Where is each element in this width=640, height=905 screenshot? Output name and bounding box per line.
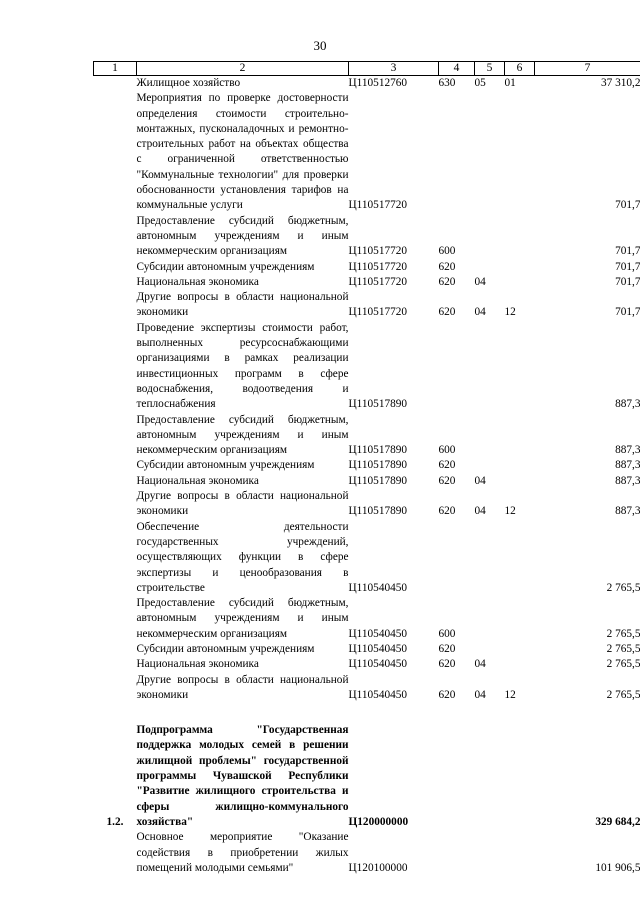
row-number [94, 458, 137, 473]
row-expense-type: 620 [438, 658, 456, 671]
row-amount: 887,3 [615, 444, 640, 457]
row-amount: 701,7 [615, 275, 640, 288]
row-amount: 701,7 [615, 306, 640, 319]
row-expense-type: 620 [438, 505, 456, 518]
row-expense-type: 620 [438, 306, 456, 319]
row-number [94, 76, 137, 92]
table-row [94, 76, 640, 92]
row-number [94, 214, 137, 260]
row-expense-type: 600 [438, 627, 456, 640]
row-code: Ц110517720 [348, 306, 408, 319]
table-row [94, 214, 640, 260]
row-number [94, 290, 137, 321]
row-name: Обеспечение деятельности государственных учреждений, осуществляющих функции в сфере экспертизы и ценообразования в строительстве [136, 520, 349, 594]
row-name: Мероприятия по проверке достоверности определения стоимости строительно-монтажных, пусконаладочных и ремонтно-строительных работ на объектах общества с ограниченной ответственностью "Коммунальные технологии" для проверки обоснованности установления тарифов на коммунальные услуги [136, 92, 349, 212]
row-expense-type: 620 [438, 642, 456, 655]
row-number [94, 596, 137, 642]
header-col-5: 5 [475, 62, 505, 76]
row-subsection [505, 321, 535, 413]
table-row [94, 657, 640, 672]
row-number [94, 489, 137, 520]
row-name: Основное мероприятие "Оказание содействия в приобретении жилых помещений молодыми семьями" [136, 831, 349, 874]
row-section [475, 596, 505, 642]
row-expense-type [439, 723, 475, 830]
row-name: Другие вопросы в области национальной экономики [136, 291, 349, 319]
table-row [94, 830, 640, 876]
row-name: Другие вопросы в области национальной экономики [136, 673, 349, 701]
row-amount: 2 765,5 [606, 642, 640, 655]
row-expense-type: 600 [438, 245, 456, 258]
row-code: Ц120000000 [348, 815, 409, 828]
row-amount: 329 684,2 [595, 815, 640, 828]
row-subsection: 12 [504, 688, 516, 701]
row-name: Предоставление субсидий бюджетным, автономным учреждениям и иным некоммерческим организациям [136, 597, 349, 640]
row-number [94, 91, 137, 213]
table-row [94, 673, 640, 704]
row-section [475, 830, 505, 876]
row-amount: 887,3 [615, 474, 640, 487]
row-expense-type [439, 830, 475, 876]
row-subsection [505, 830, 535, 876]
row-name: Предоставление субсидий бюджетным, автономным учреждениям и иным некоммерческим организациям [136, 413, 349, 457]
row-name: Подпрограмма "Государственная поддержка молодых семей в решении жилищной проблемы" государственной программы Чувашской Республики "Развитие жилищного строительства и сферы жилищно-коммунального хозяйства" [136, 724, 349, 828]
row-section [475, 458, 505, 473]
row-subsection: 12 [504, 505, 516, 518]
row-name: Другие вопросы в области национальной экономики [136, 490, 349, 518]
row-amount: 2 765,5 [606, 658, 640, 671]
row-section [475, 321, 505, 413]
row-expense-type: 600 [438, 444, 456, 457]
row-section [475, 260, 505, 275]
row-section [475, 723, 505, 830]
row-section [475, 520, 505, 596]
row-number [94, 321, 137, 413]
table-row [94, 458, 640, 473]
header-col-6: 6 [505, 62, 535, 76]
row-code: Ц110540450 [348, 688, 408, 701]
row-expense-type: 620 [438, 688, 456, 701]
row-subsection [505, 520, 535, 596]
row-name: Субсидии автономным учреждениям [136, 260, 315, 273]
row-amount: 887,3 [615, 505, 640, 518]
row-code: Ц110540450 [348, 581, 408, 594]
row-amount: 2 765,5 [606, 627, 640, 640]
table-row [94, 91, 640, 213]
row-subsection [505, 657, 535, 672]
row-code: Ц110517720 [348, 260, 408, 273]
row-amount: 2 765,5 [606, 688, 640, 701]
row-subsection [505, 91, 535, 213]
row-section [475, 642, 505, 657]
row-code: Ц110517720 [348, 275, 408, 288]
row-amount: 2 765,5 [606, 581, 640, 594]
row-expense-type: 620 [438, 474, 456, 487]
row-name: Субсидии автономным учреждениям [136, 642, 315, 655]
row-name: Жилищное хозяйство [136, 77, 241, 89]
row-section [475, 214, 505, 260]
row-number [94, 642, 137, 657]
row-section: 05 [474, 77, 486, 89]
row-code: Ц110517890 [348, 444, 408, 457]
row-subsection [505, 458, 535, 473]
row-section: 04 [474, 306, 486, 319]
header-col-3: 3 [349, 62, 439, 76]
row-number [94, 520, 137, 596]
row-number [94, 474, 137, 489]
row-code: Ц110517890 [348, 459, 408, 472]
budget-table [93, 61, 640, 876]
row-amount: 101 906,5 [595, 861, 640, 874]
table-row [94, 290, 640, 321]
row-code: Ц110540450 [348, 658, 408, 671]
row-number [94, 260, 137, 275]
row-section [475, 91, 505, 213]
row-amount: 701,7 [615, 245, 640, 258]
row-subsection [505, 214, 535, 260]
row-subsection [505, 413, 535, 459]
row-name: Национальная экономика [136, 275, 259, 288]
row-name: Национальная экономика [136, 658, 259, 671]
row-amount: 37 310,2 [600, 77, 640, 89]
row-number [94, 275, 137, 290]
row-subsection: 01 [504, 77, 516, 89]
table-row [94, 275, 640, 290]
header-col-1: 1 [94, 62, 137, 76]
row-name: Предоставление субсидий бюджетным, автономным учреждениям и иным некоммерческим организациям [136, 214, 349, 258]
row-subsection [505, 596, 535, 642]
row-expense-type: 620 [438, 459, 456, 472]
row-code: Ц110512760 [348, 77, 408, 89]
row-expense-type [439, 520, 475, 596]
row-subsection [505, 723, 535, 830]
table-row [94, 596, 640, 642]
table-row [94, 321, 640, 413]
row-code: Ц110517720 [348, 199, 408, 212]
row-name: Проведение экспертизы стоимости работ, выполненных ресурсоснабжающими организациями в рамках реализации инвестиционных программ в сфере водоснабжения, водоотведения и теплоснабжения [136, 321, 349, 411]
row-number [94, 673, 137, 704]
table-row [94, 520, 640, 596]
row-code: Ц110540450 [348, 642, 408, 655]
row-subsection [505, 275, 535, 290]
row-subsection [505, 642, 535, 657]
header-col-2: 2 [137, 62, 349, 76]
row-spacer [94, 703, 640, 723]
row-number [94, 657, 137, 672]
table-row [94, 723, 640, 830]
row-subsection: 12 [504, 306, 516, 319]
row-code: Ц110517720 [348, 245, 408, 258]
table-row [94, 413, 640, 459]
row-subsection [505, 260, 535, 275]
row-code: Ц120100000 [348, 861, 408, 874]
header-col-4: 4 [439, 62, 475, 76]
row-expense-type [439, 321, 475, 413]
row-expense-type [439, 91, 475, 213]
row-expense-type: 630 [438, 77, 456, 89]
row-expense-type: 620 [438, 275, 456, 288]
row-amount: 887,3 [615, 398, 640, 411]
page-number: 30 [313, 38, 327, 53]
row-section [475, 413, 505, 459]
row-number [94, 413, 137, 459]
row-section: 04 [474, 275, 486, 288]
row-number: 1.2. [106, 815, 124, 828]
row-code: Ц110517890 [348, 474, 408, 487]
row-section: 04 [474, 474, 486, 487]
row-expense-type: 620 [438, 260, 456, 273]
row-amount: 701,7 [615, 199, 640, 212]
row-name: Субсидии автономным учреждениям [136, 459, 315, 472]
table-header-row [94, 62, 640, 76]
header-col-7: 7 [535, 62, 640, 76]
table-row [94, 474, 640, 489]
row-section: 04 [474, 658, 486, 671]
table-row [94, 489, 640, 520]
table-row [94, 260, 640, 275]
row-code: Ц110517890 [348, 505, 408, 518]
row-code: Ц110517890 [348, 398, 408, 411]
row-section: 04 [474, 688, 486, 701]
row-code: Ц110540450 [348, 627, 408, 640]
row-amount: 887,3 [615, 459, 640, 472]
row-name: Национальная экономика [136, 474, 259, 487]
row-amount: 701,7 [615, 260, 640, 273]
row-number [94, 830, 137, 876]
row-section: 04 [474, 505, 486, 518]
table-row [94, 642, 640, 657]
row-subsection [505, 474, 535, 489]
